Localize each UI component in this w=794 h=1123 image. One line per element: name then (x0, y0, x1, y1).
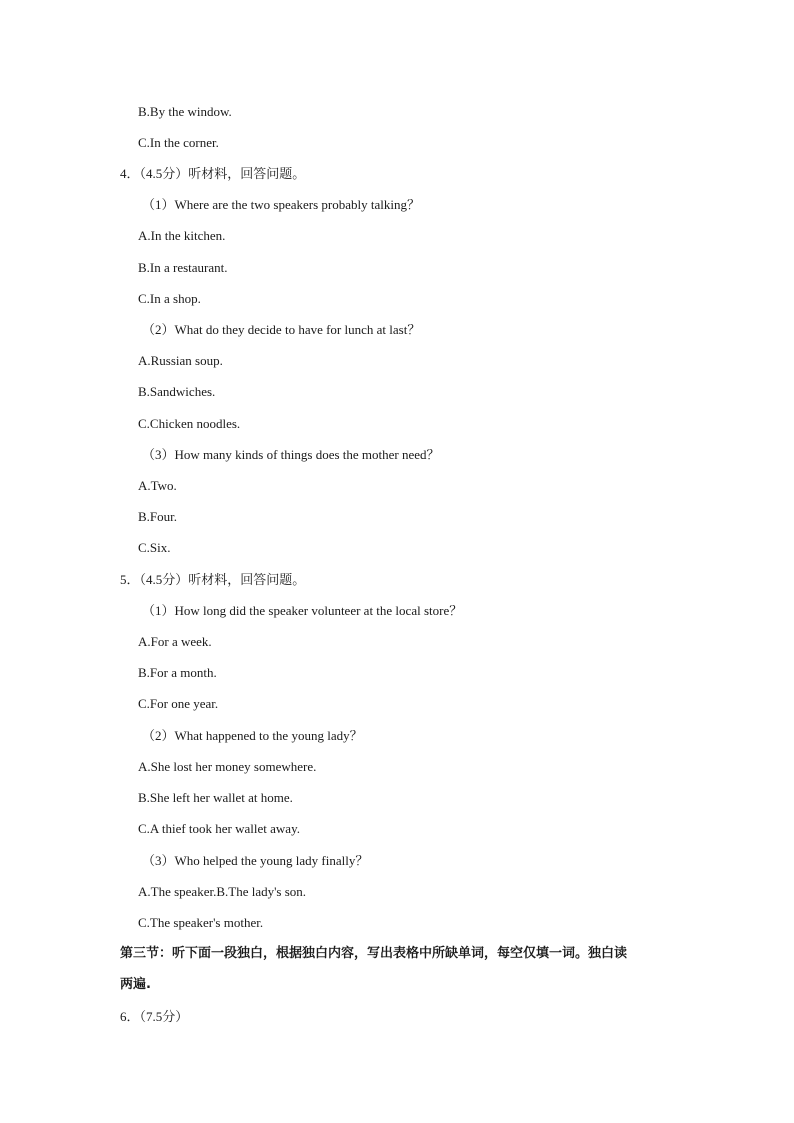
q5-sub1: （1）How long did the speaker volunteer at the local store？ (142, 603, 463, 618)
q4-sub1-c: C.In a shop. (138, 291, 201, 306)
q3-opt-b: B.By the window. (138, 104, 232, 119)
q4-sub3-a: A.Two. (138, 478, 177, 493)
q5-sub2-a: A.She lost her money somewhere. (138, 759, 317, 774)
q5-sub3: （3）Who helped the young lady finally？ (142, 853, 369, 868)
q5-sub1-c: C.For one year. (138, 696, 219, 711)
q5-sub1-a: A.For a week. (138, 634, 212, 649)
q4-sub1-a: A.In the kitchen. (138, 228, 226, 243)
q5-sub3-c: C.The speaker's mother. (138, 915, 264, 930)
q5-sub1-b: B.For a month. (138, 665, 217, 680)
q4-sub1-b: B.In a restaurant. (138, 260, 228, 275)
q5-sub3-ab: A.The speaker.B.The lady's son. (138, 884, 307, 899)
q5-sub2: （2）What happened to the young lady？ (142, 728, 363, 743)
q4-sub2-b: B.Sandwiches. (138, 384, 216, 399)
q4-sub3: （3）How many kinds of things does the mother need？ (142, 447, 440, 462)
section3-line1: 第三节：听下面一段独白，根据独白内容，写出表格中所缺单词，每空仅填一词。独白读 (120, 946, 628, 961)
q4-header: 4．（4.5分）听材料，回答问题。 (120, 166, 306, 181)
q4-sub2-c: C.Chicken noodles. (138, 416, 241, 431)
q6-header: 6．（7.5分） (120, 1009, 189, 1024)
q4-sub3-b: B.Four. (138, 509, 178, 524)
section3-line2: 两遍. (120, 977, 151, 992)
q4-sub2: （2）What do they decide to have for lunch at last？ (142, 322, 421, 337)
q5-sub2-b: B.She left her wallet at home. (138, 790, 293, 805)
q4-sub1: （1）Where are the two speakers probably talking？ (142, 197, 420, 212)
q5-header: 5．（4.5分）听材料，回答问题。 (120, 572, 306, 587)
q5-sub2-c: C.A thief took her wallet away. (138, 821, 300, 836)
q3-opt-c: C.In the corner. (138, 135, 219, 150)
q4-sub3-c: C.Six. (138, 540, 171, 555)
q4-sub2-a: A.Russian soup. (138, 353, 223, 368)
